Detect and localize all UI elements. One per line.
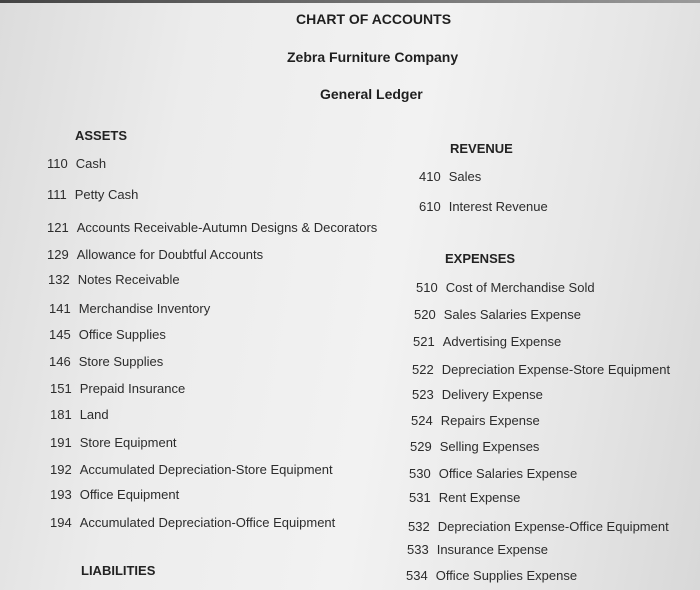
- assets-account-row: [47, 187, 138, 202]
- account-name: Selling Expenses: [439, 439, 540, 454]
- account-name: Accumulated Depreciation-Store Equipment: [79, 462, 333, 477]
- account-number: 132: [48, 272, 70, 287]
- account-number: 532: [408, 519, 430, 534]
- expenses-account-row: [409, 466, 577, 481]
- account-number: 521: [413, 334, 435, 349]
- account-name: Depreciation Expense-Store Equipment: [441, 362, 671, 377]
- revenue-heading: REVENUE: [450, 141, 513, 156]
- expenses-account-row: [414, 307, 581, 322]
- assets-account-row: [48, 272, 180, 287]
- expenses-account-row: [412, 362, 670, 377]
- account-number: 523: [412, 387, 434, 402]
- account-number: 129: [47, 247, 69, 262]
- account-number: 410: [419, 169, 441, 184]
- account-name: Prepaid Insurance: [79, 381, 186, 396]
- expenses-account-row: [406, 568, 577, 583]
- account-number: 524: [411, 413, 433, 428]
- account-number: 191: [50, 435, 72, 450]
- account-name: Accounts Receivable-Autumn Designs & Decorators: [76, 220, 378, 235]
- assets-account-row: [50, 381, 185, 396]
- account-number: 529: [410, 439, 432, 454]
- account-name: Accumulated Depreciation-Office Equipment: [79, 515, 336, 530]
- liabilities-heading: LIABILITIES: [81, 563, 156, 578]
- account-name: Store Supplies: [78, 354, 164, 369]
- account-name: Sales Salaries Expense: [443, 307, 582, 322]
- account-name: Depreciation Expense-Office Equipment: [437, 519, 669, 534]
- account-name: Sales: [448, 169, 482, 184]
- assets-account-row: [50, 407, 109, 422]
- assets-account-row: [47, 247, 263, 262]
- account-name: Notes Receivable: [77, 272, 180, 287]
- expenses-account-row: [412, 387, 543, 402]
- account-name: Advertising Expense: [442, 334, 562, 349]
- account-name: Insurance Expense: [436, 542, 548, 557]
- account-number: 111: [47, 187, 67, 202]
- expenses-account-row: [407, 542, 548, 557]
- assets-heading: ASSETS: [75, 128, 128, 143]
- account-name: Repairs Expense: [440, 413, 540, 428]
- assets-account-row: [49, 354, 163, 369]
- account-name: Store Equipment: [79, 435, 177, 450]
- account-number: 192: [50, 462, 72, 477]
- account-number: 534: [406, 568, 428, 583]
- expenses-account-row: [410, 439, 539, 454]
- company-name: Zebra Furniture Company: [287, 49, 459, 65]
- account-name: Office Supplies: [78, 327, 166, 342]
- revenue-account-row: [419, 199, 548, 214]
- expenses-account-row: [408, 519, 669, 534]
- account-number: 510: [416, 280, 438, 295]
- account-name: Office Salaries Expense: [438, 466, 578, 481]
- assets-account-row: [49, 301, 210, 316]
- expenses-account-row: [411, 413, 540, 428]
- account-name: Land: [79, 407, 109, 422]
- account-number: 151: [50, 381, 72, 396]
- assets-account-row: [50, 487, 179, 502]
- account-number: 110: [47, 156, 68, 171]
- expenses-account-row: [416, 280, 595, 295]
- account-name: Petty Cash: [74, 187, 139, 202]
- account-name: Interest Revenue: [448, 199, 548, 214]
- account-number: 146: [49, 354, 71, 369]
- account-name: Allowance for Doubtful Accounts: [76, 247, 264, 262]
- expenses-account-row: [413, 334, 561, 349]
- account-name: Delivery Expense: [441, 387, 543, 402]
- revenue-account-row: [419, 169, 481, 184]
- account-name: Merchandise Inventory: [78, 301, 211, 316]
- expenses-account-row: [409, 490, 520, 505]
- account-name: Cost of Merchandise Sold: [445, 280, 595, 295]
- account-name: Cash: [75, 156, 107, 171]
- assets-account-row: [47, 220, 377, 235]
- assets-account-row: [50, 515, 335, 530]
- account-number: 193: [50, 487, 72, 502]
- expenses-heading: EXPENSES: [445, 251, 516, 266]
- account-number: 141: [49, 301, 71, 316]
- assets-account-row: [47, 156, 106, 171]
- account-number: 145: [49, 327, 71, 342]
- top-divider: [0, 0, 700, 3]
- account-name: Office Equipment: [79, 487, 180, 502]
- account-number: 531: [409, 490, 431, 505]
- account-number: 121: [47, 220, 69, 235]
- account-number: 194: [50, 515, 72, 530]
- account-name: Rent Expense: [438, 490, 521, 505]
- ledger-title: General Ledger: [320, 86, 423, 102]
- account-name: Office Supplies Expense: [435, 568, 578, 583]
- assets-account-row: [50, 462, 333, 477]
- account-number: 522: [412, 362, 434, 377]
- page-title: CHART OF ACCOUNTS: [296, 11, 452, 27]
- assets-account-row: [50, 435, 177, 450]
- account-number: 610: [419, 199, 441, 214]
- account-number: 181: [50, 407, 72, 422]
- account-number: 530: [409, 466, 431, 481]
- assets-account-row: [49, 327, 166, 342]
- account-number: 520: [414, 307, 436, 322]
- account-number: 533: [407, 542, 429, 557]
